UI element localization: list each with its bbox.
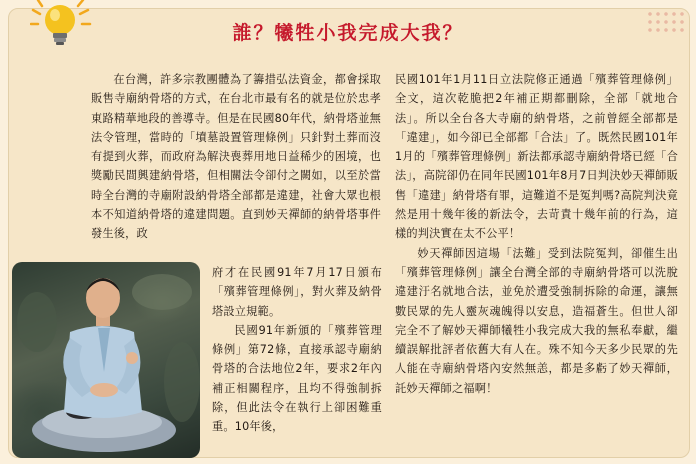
article-column-left-continued	[212, 263, 382, 437]
paragraph: 民國91年新頒的「殯葬管理條例」第72條，直接承認寺廟納骨塔的合法地位2年，要求2年內補正相關程序，且均不得強制拆除，但此法令在執行上卻困難重重。10年後，	[212, 323, 382, 434]
article-column-right	[395, 70, 678, 398]
article-column-left	[91, 70, 381, 244]
paragraph: 妙天禪師因這場「法難」受到法院冤判，卻催生出「殯葬管理條例」讓全台灣全部的寺廟納骨塔可以洗脫違建汙名就地合法，並免於遭受強制拆除的命運，讓無數民眾的先人靈灰魂魄得以安息，造福蒼生。但世人卻完全不了解妙天禪師犧牲小我完成大我的無私奉獻，繼續誤解批評者依舊大有人在。殊不知今天多少民眾的先人能在寺廟納骨塔內安然無恙，都是多虧了妙天禪師，託妙天禪師之福啊！	[395, 246, 678, 395]
paragraph: 府才在民國91年7月17日頒布「殯葬管理條例」，對火葬及納骨塔設立規範。	[212, 266, 382, 318]
meditating-figure	[12, 262, 200, 458]
paragraph: 民國101年1月11日立法院修正通過「殯葬管理條例」全文，這次乾脆把2年補正期都刪除，全部「就地合法」。所以全台各大寺廟的納骨塔，之前曾經全部都是「違建」，如今卻已全部都「合法」了。既然民國101年1月的「殯葬管理條例」新法都承認寺廟納骨塔已經「合法」，高院卻仍在同年民國101年8月7日判決妙天禪師販售「違建」納骨塔有罪，這難道不是冤判嗎?高院判決竟然是用十幾年後的新法令，去苛責十幾年前的行為，這樣的判決實在太不公平！	[395, 73, 678, 241]
paragraph: 在台灣，許多宗教團體為了籌措弘法資金，都會採取販售寺廟納骨塔的方式，在台北市最有名的就是位於忠孝東路精華地段的善導寺。但是在民國80年代，納骨塔並無法令管理，當時的「墳墓設置管理條例」只針對土葬而沒有提到火葬，而政府為解決喪葬用地日益稀少的困境，也獎勵民間興建納骨塔，但相關法令卻付之闕如，以至於當時全台灣的寺廟附設納骨塔全部都是違建，社會大眾也根本不知道納骨塔的違建問題。直到妙天禪師的納骨塔事件發生後，政	[91, 73, 381, 241]
article-title: 誰？犧牲小我完成大我？	[232, 22, 464, 44]
master-portrait-photo	[12, 262, 200, 458]
